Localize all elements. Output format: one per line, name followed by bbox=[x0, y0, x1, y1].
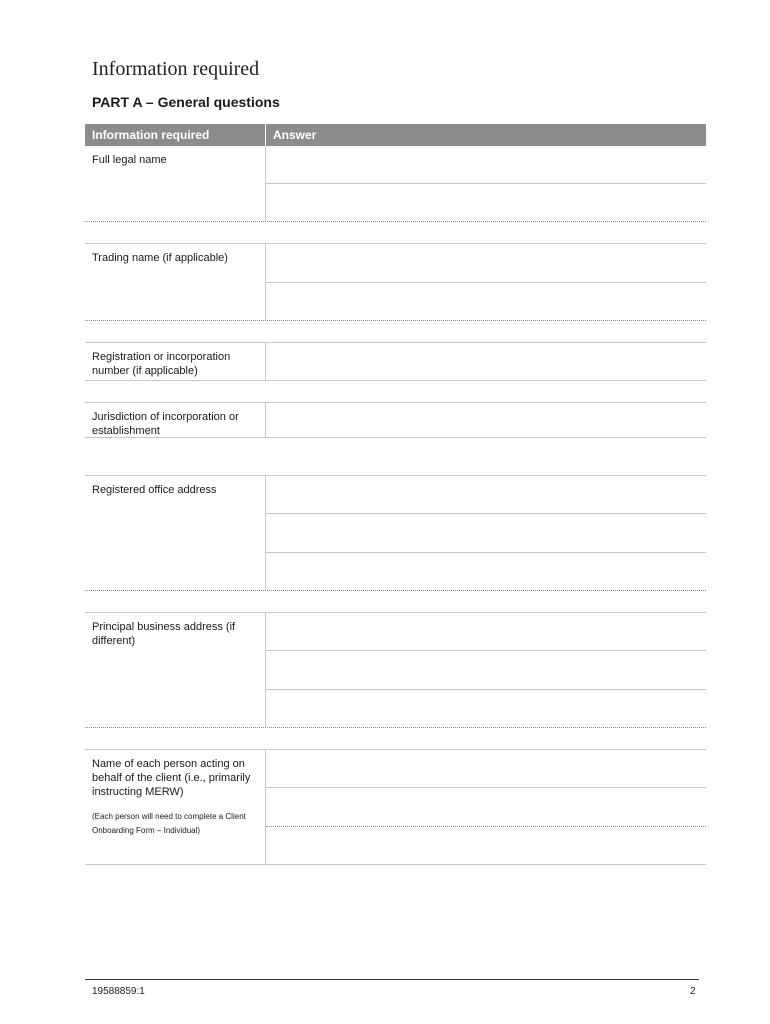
label-acting-persons bbox=[85, 750, 266, 864]
label-principal-business-address: Principal business address (if different) bbox=[85, 613, 266, 727]
table-header-row bbox=[85, 124, 706, 146]
table-row-trading-name bbox=[85, 244, 706, 321]
footer-divider bbox=[85, 979, 699, 980]
answer-trading-name bbox=[266, 244, 706, 320]
answer-field[interactable] bbox=[266, 651, 706, 689]
answer-principal-business-address bbox=[266, 613, 706, 727]
table-row-registration-number bbox=[85, 343, 706, 381]
label-trading-name: Trading name (if applicable) bbox=[85, 244, 266, 320]
table-row-full-legal-name bbox=[85, 146, 706, 222]
answer-acting-persons bbox=[266, 750, 706, 864]
answer-full-legal-name bbox=[266, 146, 706, 221]
table-row-principal-business-address bbox=[85, 613, 706, 728]
page-title: Information required bbox=[92, 58, 260, 80]
table-row-jurisdiction bbox=[85, 403, 706, 438]
label-registered-office-address: Registered office address bbox=[85, 476, 266, 590]
label-jurisdiction: Jurisdiction of incorporation or establishment bbox=[85, 403, 266, 437]
row-spacer bbox=[85, 381, 706, 403]
information-table bbox=[85, 124, 706, 865]
page-number: 2 bbox=[690, 986, 696, 997]
answer-registration-number bbox=[266, 343, 706, 380]
table-row-acting-persons bbox=[85, 750, 706, 865]
label-full-legal-name: Full legal name bbox=[85, 146, 266, 221]
answer-field[interactable] bbox=[266, 343, 706, 380]
answer-field[interactable] bbox=[266, 403, 706, 437]
table-row-registered-office-address bbox=[85, 476, 706, 591]
section-title: PART A – General questions bbox=[92, 94, 280, 110]
answer-registered-office-address bbox=[266, 476, 706, 590]
acting-persons-label-text: Name of each person acting on behalf of the client (i.e., primarily instructing MERW) bbox=[92, 758, 251, 798]
row-spacer bbox=[85, 728, 706, 750]
row-spacer bbox=[85, 321, 706, 343]
answer-field[interactable] bbox=[266, 244, 706, 283]
header-answer: Answer bbox=[273, 128, 317, 142]
answer-field[interactable] bbox=[266, 827, 706, 864]
answer-field[interactable] bbox=[266, 613, 706, 651]
row-spacer bbox=[85, 591, 706, 613]
answer-field[interactable] bbox=[266, 283, 706, 321]
answer-field[interactable] bbox=[266, 146, 706, 184]
onboarding-form-note: (Each person will need to complete a Client Onboarding Form – Individual) bbox=[92, 812, 246, 835]
row-spacer bbox=[85, 222, 706, 244]
answer-field[interactable] bbox=[266, 184, 706, 221]
label-registration-number: Registration or incorporation number (if applicable) bbox=[85, 343, 266, 380]
answer-field[interactable] bbox=[266, 788, 706, 826]
answer-field[interactable] bbox=[266, 690, 706, 727]
answer-field[interactable] bbox=[266, 750, 706, 788]
answer-field[interactable] bbox=[266, 553, 706, 590]
document-reference: 19588859:1 bbox=[92, 986, 145, 997]
answer-field[interactable] bbox=[266, 476, 706, 514]
row-spacer bbox=[85, 438, 706, 476]
header-information-required: Information required bbox=[85, 124, 266, 146]
answer-field[interactable] bbox=[266, 514, 706, 552]
answer-jurisdiction bbox=[266, 403, 706, 437]
